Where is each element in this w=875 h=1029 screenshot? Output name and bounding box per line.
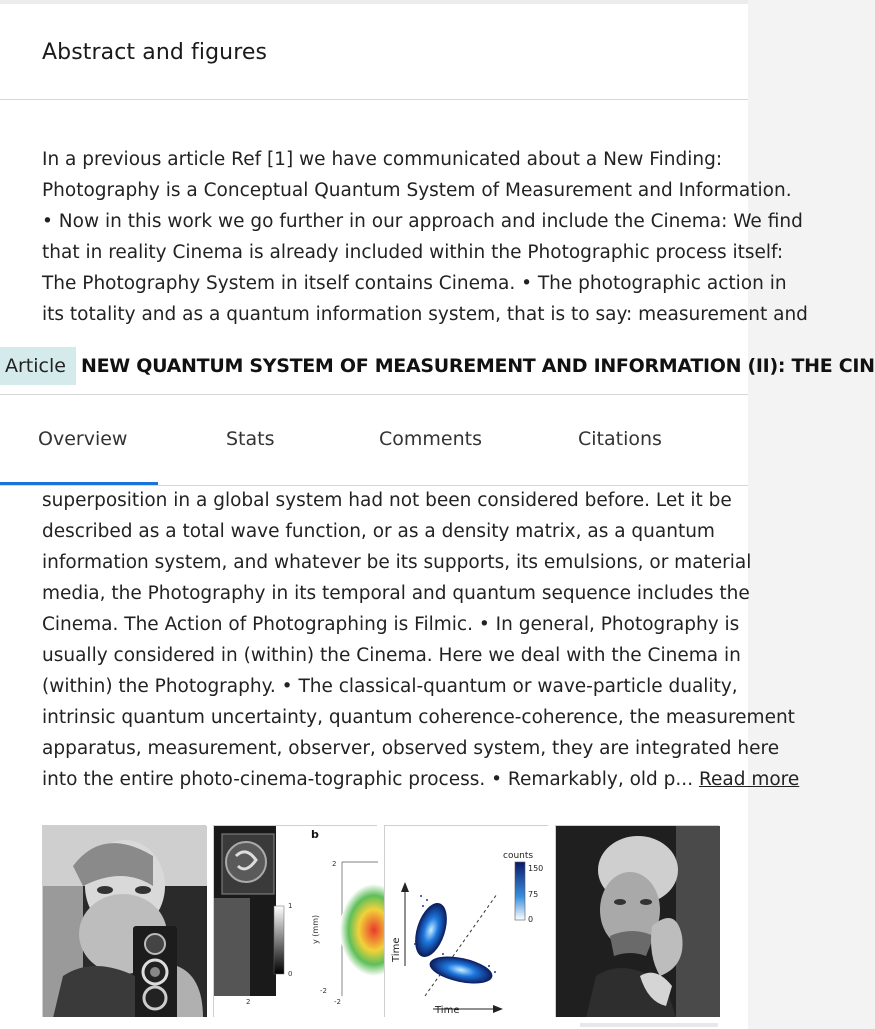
colorbar-top-label: 1: [288, 902, 293, 910]
abstract-line-text: into the entire photo-cinema-tographic process. • Remarkably, old p...: [42, 769, 699, 790]
abstract-last-line: [42, 764, 800, 795]
tab-stats[interactable]: Stats: [226, 428, 275, 450]
figure-thumbnail-4[interactable]: [555, 825, 719, 1017]
read-more-link[interactable]: Read more: [698, 769, 800, 790]
abstract-line: usually considered in (within) the Cinema. Here we deal with the Cinema in: [42, 645, 741, 666]
figure-thumbnail-2[interactable]: [213, 825, 377, 1017]
abstract-line: intrinsic quantum uncertainty, quantum coherence-coherence, the measurement: [42, 707, 795, 728]
x-tick-label: 2: [246, 998, 251, 1006]
portrait-photo: [43, 826, 207, 1018]
abstract-text-bottom: [42, 485, 800, 795]
legend-mid: 75: [528, 890, 539, 899]
section-title: Abstract and figures: [42, 40, 268, 65]
sticky-article-bar: [0, 337, 875, 395]
y-tick-label: 2: [332, 860, 337, 868]
figure-thumbnail-3[interactable]: [384, 825, 548, 1017]
abstract-line: that in reality Cinema is already included within the Photographic process itself:: [42, 242, 784, 263]
abstract-line: (within) the Photography. • The classical-quantum or wave-particle duality,: [42, 676, 738, 697]
legend-title: counts: [503, 851, 534, 861]
abstract-line: superposition in a global system had not been considered before. Let it be: [42, 490, 732, 511]
bottom-edge: [0, 1017, 748, 1029]
tab-overview[interactable]: Overview: [38, 428, 128, 450]
y-axis-label: Time: [391, 937, 402, 962]
scatter-heatmap-plot: [385, 826, 549, 1018]
abstract-line: Cinema. The Action of Photographing is Filmic. • In general, Photography is: [42, 614, 740, 635]
article-type-badge: Article: [0, 347, 76, 385]
figure-panel-plot: [214, 826, 378, 1018]
scroll-hint: [580, 1023, 718, 1027]
abstract-line: information system, and whatever be its supports, its emulsions, or material: [42, 552, 752, 573]
article-title[interactable]: NEW QUANTUM SYSTEM OF MEASUREMENT AND INFORMATION (II): THE CIN: [81, 355, 875, 377]
x-tick-label: -2: [334, 998, 341, 1006]
tab-bar: [0, 396, 748, 486]
abstract-line: • Now in this work we go further in our approach and include the Cinema: We find: [42, 211, 803, 232]
tab-comments[interactable]: Comments: [379, 428, 482, 450]
abstract-text-top: [42, 144, 808, 330]
abstract-line: media, the Photography in its temporal and quantum sequence includes the: [42, 583, 750, 604]
abstract-line: In a previous article Ref [1] we have communicated about a New Finding:: [42, 149, 723, 170]
portrait-photo: [556, 826, 720, 1018]
abstract-line: described as a total wave function, or as a density matrix, as a quantum: [42, 521, 715, 542]
panel-letter: b: [311, 828, 319, 841]
y-tick-label: -2: [320, 987, 327, 995]
abstract-line: its totality and as a quantum information system, that is to say: measurement and: [42, 304, 808, 325]
tab-citations[interactable]: Citations: [578, 428, 662, 450]
figure-thumbnail-1[interactable]: [42, 825, 206, 1017]
legend-min: 0: [528, 915, 534, 924]
active-tab-indicator: [0, 482, 158, 485]
y-axis-label: y (mm): [311, 914, 320, 944]
section-header: [0, 4, 748, 100]
abstract-line: Photography is a Conceptual Quantum System of Measurement and Information.: [42, 180, 792, 201]
abstract-line: apparatus, measurement, observer, observed system, they are integrated here: [42, 738, 780, 759]
abstract-line: The Photography System in itself contains Cinema. • The photographic action in: [42, 273, 787, 294]
colorbar-bottom-label: 0: [288, 970, 293, 978]
x-axis-label: Time: [435, 1005, 460, 1016]
legend-max: 150: [528, 864, 544, 873]
